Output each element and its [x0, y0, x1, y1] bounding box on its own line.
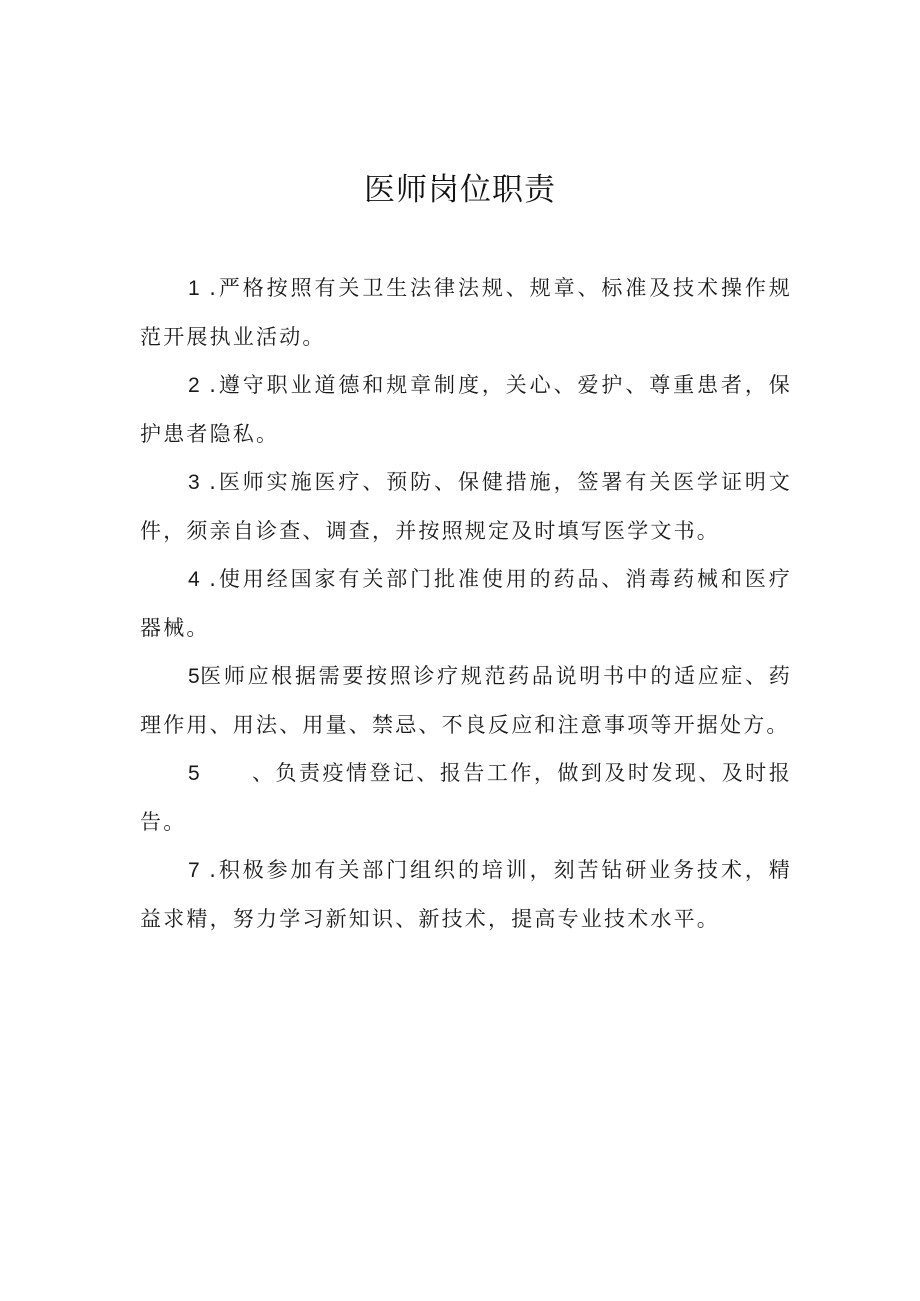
duty-separator: .: [199, 373, 219, 397]
duty-item-5: [140, 652, 792, 749]
duty-text: 医师应根据需要按照诊疗规范药品说明书中的适应症、药理作用、用法、用量、禁忌、不良反应和注意事项等开据处方。: [140, 664, 792, 737]
duty-separator: .: [199, 470, 219, 494]
duty-number: 7: [188, 859, 200, 882]
duty-number: 1: [188, 277, 200, 300]
duty-item-6: [140, 749, 792, 846]
duty-item-3: [140, 458, 792, 555]
duty-number: 5: [188, 665, 200, 688]
duty-number: 2: [188, 374, 200, 397]
duty-separator: .: [199, 567, 219, 591]
duty-text: 医师实施医疗、预防、保健措施，签署有关医学证明文件，须亲自诊查、调查，并按照规定及时填写医学文书。: [140, 470, 792, 543]
duty-list: [140, 264, 792, 943]
duty-text: 遵守职业道德和规章制度，关心、爱护、尊重患者，保护患者隐私。: [140, 373, 792, 446]
duty-text: 积极参加有关部门组织的培训，刻苦钻研业务技术，精益求精，努力学习新知识、新技术，提高专业技术水平。: [140, 858, 792, 931]
duty-item-4: [140, 555, 792, 652]
duty-text: 严格按照有关卫生法律法规、规章、标准及技术操作规范开展执业活动。: [140, 276, 792, 349]
document-title: 医师岗位职责: [364, 172, 556, 208]
duty-separator: .: [199, 276, 219, 300]
duty-text: 使用经国家有关部门批准使用的药品、消毒药械和医疗器械。: [140, 567, 792, 640]
duty-separator: .: [199, 858, 219, 882]
duty-item-2: [140, 361, 792, 458]
duty-number: 3: [188, 471, 200, 494]
duty-item-7: [140, 846, 792, 943]
duty-number: 5: [188, 762, 200, 785]
duty-text: 、负责疫情登记、报告工作，做到及时发现、及时报告。: [140, 761, 792, 834]
duty-item-1: [140, 264, 792, 361]
duty-number: 4: [188, 568, 200, 591]
